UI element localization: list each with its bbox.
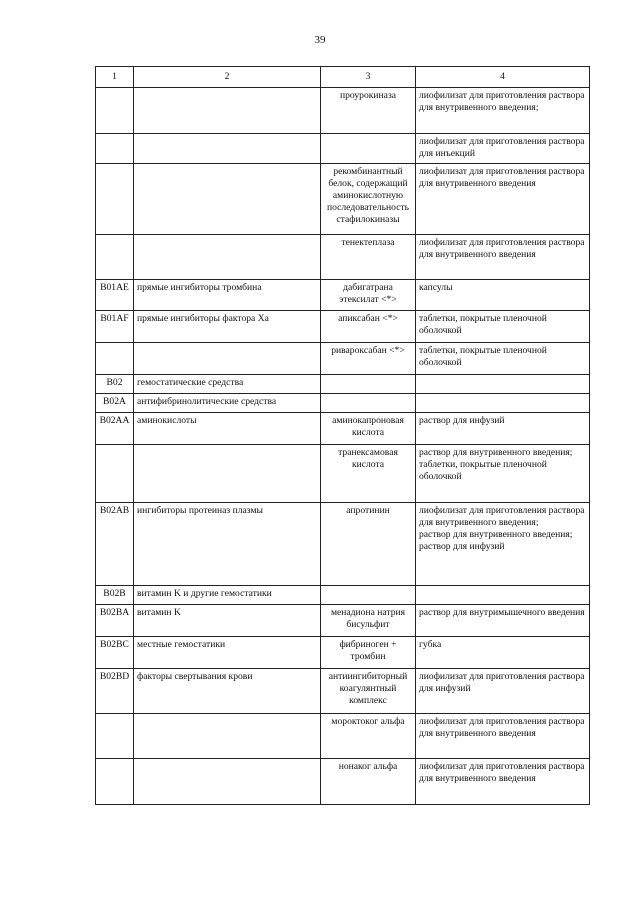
table-row bbox=[96, 343, 590, 375]
table-row bbox=[96, 669, 590, 714]
pharmacological-group-cell: прямые ингибиторы фактора Xa bbox=[134, 311, 321, 343]
drug-name-cell bbox=[321, 134, 416, 164]
atc-code-cell bbox=[96, 88, 134, 134]
atc-code-cell: B01AE bbox=[96, 280, 134, 311]
dosage-form-text: раствор для внутривенного введения; bbox=[419, 447, 573, 458]
dosage-forms-cell bbox=[416, 503, 590, 586]
drug-name-cell: фибриноген + тромбин bbox=[321, 637, 416, 669]
dosage-forms-cell bbox=[416, 637, 590, 669]
dosage-forms-cell bbox=[416, 164, 590, 235]
atc-code-cell: B02AB bbox=[96, 503, 134, 586]
dosage-form-text: губка bbox=[419, 639, 442, 650]
dosage-form-text: раствор для инфузий bbox=[419, 415, 505, 426]
pharmacological-group-cell: местные гемостатики bbox=[134, 637, 321, 669]
atc-code-cell bbox=[96, 445, 134, 503]
drug-name-cell: рекомбинантный белок, содержащий аминокислотную последовательность стафилокиназы bbox=[321, 164, 416, 235]
drug-name-cell: мороктоког альфа bbox=[321, 714, 416, 759]
dosage-form-text: лиофилизат для приготовления раствора для внутривенного введения bbox=[419, 237, 585, 260]
dosage-forms-cell bbox=[416, 669, 590, 714]
header-row bbox=[96, 67, 590, 88]
drug-name-cell bbox=[321, 586, 416, 605]
dosage-form-text: лиофилизат для приготовления раствора для внутривенного введения bbox=[419, 716, 585, 739]
table-row bbox=[96, 605, 590, 637]
pharmacological-group-cell: аминокислоты bbox=[134, 413, 321, 445]
pharmacological-group-cell bbox=[134, 714, 321, 759]
pharmacological-group-cell: антифибринолитические средства bbox=[134, 394, 321, 413]
dosage-form-text: лиофилизат для приготовления раствора для инфузий bbox=[419, 671, 585, 694]
drug-name-cell: ривароксабан <*> bbox=[321, 343, 416, 375]
page-number: 39 bbox=[314, 34, 326, 46]
dosage-form-text: раствор для инфузий bbox=[419, 541, 505, 552]
dosage-forms-cell bbox=[416, 134, 590, 164]
dosage-form-text: раствор для внутримышечного введения bbox=[419, 607, 585, 618]
table-row bbox=[96, 714, 590, 759]
atc-code-cell: B02 bbox=[96, 375, 134, 394]
drug-name-cell: тенектеплаза bbox=[321, 235, 416, 280]
drug-name-cell: менадиона натрия бисульфит bbox=[321, 605, 416, 637]
dosage-form-text: капсулы bbox=[419, 282, 453, 293]
atc-code-cell: B02B bbox=[96, 586, 134, 605]
drug-name-cell: апиксабан <*> bbox=[321, 311, 416, 343]
atc-code-cell: B02A bbox=[96, 394, 134, 413]
pharmacological-group-cell bbox=[134, 134, 321, 164]
pharmacological-group-cell bbox=[134, 88, 321, 134]
dosage-forms-cell bbox=[416, 413, 590, 445]
pharmacological-group-cell: гемостатические средства bbox=[134, 375, 321, 394]
atc-code-cell: B02AA bbox=[96, 413, 134, 445]
atc-code-cell: B02BC bbox=[96, 637, 134, 669]
dosage-forms-cell bbox=[416, 235, 590, 280]
dosage-form-text: раствор для внутривенного введения; bbox=[419, 529, 573, 540]
pharmacological-group-cell: факторы свертывания крови bbox=[134, 669, 321, 714]
pharmacological-group-cell bbox=[134, 759, 321, 805]
table-header bbox=[96, 67, 590, 88]
dosage-form-text: таблетки, покрытые пленочной оболочкой bbox=[419, 313, 547, 336]
dosage-forms-cell bbox=[416, 280, 590, 311]
atc-code-cell bbox=[96, 164, 134, 235]
drug-name-cell: нонаког альфа bbox=[321, 759, 416, 805]
drug-name-cell: проурокиназа bbox=[321, 88, 416, 134]
table-body bbox=[96, 88, 590, 805]
table-row bbox=[96, 445, 590, 503]
header-cell-2: 2 bbox=[134, 67, 321, 88]
atc-code-cell bbox=[96, 714, 134, 759]
table-row bbox=[96, 134, 590, 164]
table-row bbox=[96, 413, 590, 445]
header-cell-4: 4 bbox=[416, 67, 590, 88]
pharmacological-group-cell bbox=[134, 445, 321, 503]
table-row bbox=[96, 88, 590, 134]
dosage-forms-cell bbox=[416, 605, 590, 637]
table-row bbox=[96, 586, 590, 605]
dosage-forms-cell bbox=[416, 586, 590, 605]
table-row bbox=[96, 503, 590, 586]
dosage-form-text: лиофилизат для приготовления раствора для внутривенного введения bbox=[419, 166, 585, 189]
atc-code-cell: B02BD bbox=[96, 669, 134, 714]
pharmacological-group-cell: ингибиторы протеиназ плазмы bbox=[134, 503, 321, 586]
dosage-form-text: таблетки, покрытые пленочной оболочкой bbox=[419, 345, 547, 368]
dosage-forms-cell bbox=[416, 343, 590, 375]
table-row bbox=[96, 759, 590, 805]
dosage-forms-cell bbox=[416, 759, 590, 805]
pharmacological-group-cell: витамин K и другие гемостатики bbox=[134, 586, 321, 605]
pharmacological-group-cell bbox=[134, 164, 321, 235]
table-row bbox=[96, 375, 590, 394]
atc-code-cell bbox=[96, 759, 134, 805]
drug-name-cell: транексамовая кислота bbox=[321, 445, 416, 503]
drug-table bbox=[95, 66, 590, 805]
drug-name-cell: антиингибиторный коагулянтный комплекс bbox=[321, 669, 416, 714]
drug-name-cell: апротинин bbox=[321, 503, 416, 586]
drug-name-cell bbox=[321, 394, 416, 413]
dosage-forms-cell bbox=[416, 714, 590, 759]
pharmacological-group-cell: прямые ингибиторы тромбина bbox=[134, 280, 321, 311]
table-row bbox=[96, 235, 590, 280]
dosage-form-text: лиофилизат для приготовления раствора для внутривенного введения; bbox=[419, 90, 585, 113]
table-row bbox=[96, 164, 590, 235]
table-row bbox=[96, 637, 590, 669]
pharmacological-group-cell: витамин K bbox=[134, 605, 321, 637]
dosage-forms-cell bbox=[416, 311, 590, 343]
pharmacological-group-cell bbox=[134, 235, 321, 280]
atc-code-cell bbox=[96, 134, 134, 164]
dosage-form-text: лиофилизат для приготовления раствора для инъекций bbox=[419, 136, 585, 159]
drug-name-cell: дабигатрана этексилат <*> bbox=[321, 280, 416, 311]
atc-code-cell bbox=[96, 235, 134, 280]
dosage-forms-cell bbox=[416, 445, 590, 503]
dosage-form-text: лиофилизат для приготовления раствора для внутривенного введения bbox=[419, 761, 585, 784]
header-cell-1: 1 bbox=[96, 67, 134, 88]
dosage-form-text: таблетки, покрытые пленочной оболочкой bbox=[419, 459, 547, 482]
dosage-form-text: лиофилизат для приготовления раствора для внутривенного введения; bbox=[419, 505, 585, 528]
table-row bbox=[96, 394, 590, 413]
atc-code-cell: B02BA bbox=[96, 605, 134, 637]
dosage-forms-cell bbox=[416, 88, 590, 134]
atc-code-cell bbox=[96, 343, 134, 375]
pharmacological-group-cell bbox=[134, 343, 321, 375]
drug-name-cell: аминокапроновая кислота bbox=[321, 413, 416, 445]
header-cell-3: 3 bbox=[321, 67, 416, 88]
atc-code-cell: B01AF bbox=[96, 311, 134, 343]
table-row bbox=[96, 280, 590, 311]
dosage-forms-cell bbox=[416, 375, 590, 394]
dosage-forms-cell bbox=[416, 394, 590, 413]
drug-name-cell bbox=[321, 375, 416, 394]
table-row bbox=[96, 311, 590, 343]
